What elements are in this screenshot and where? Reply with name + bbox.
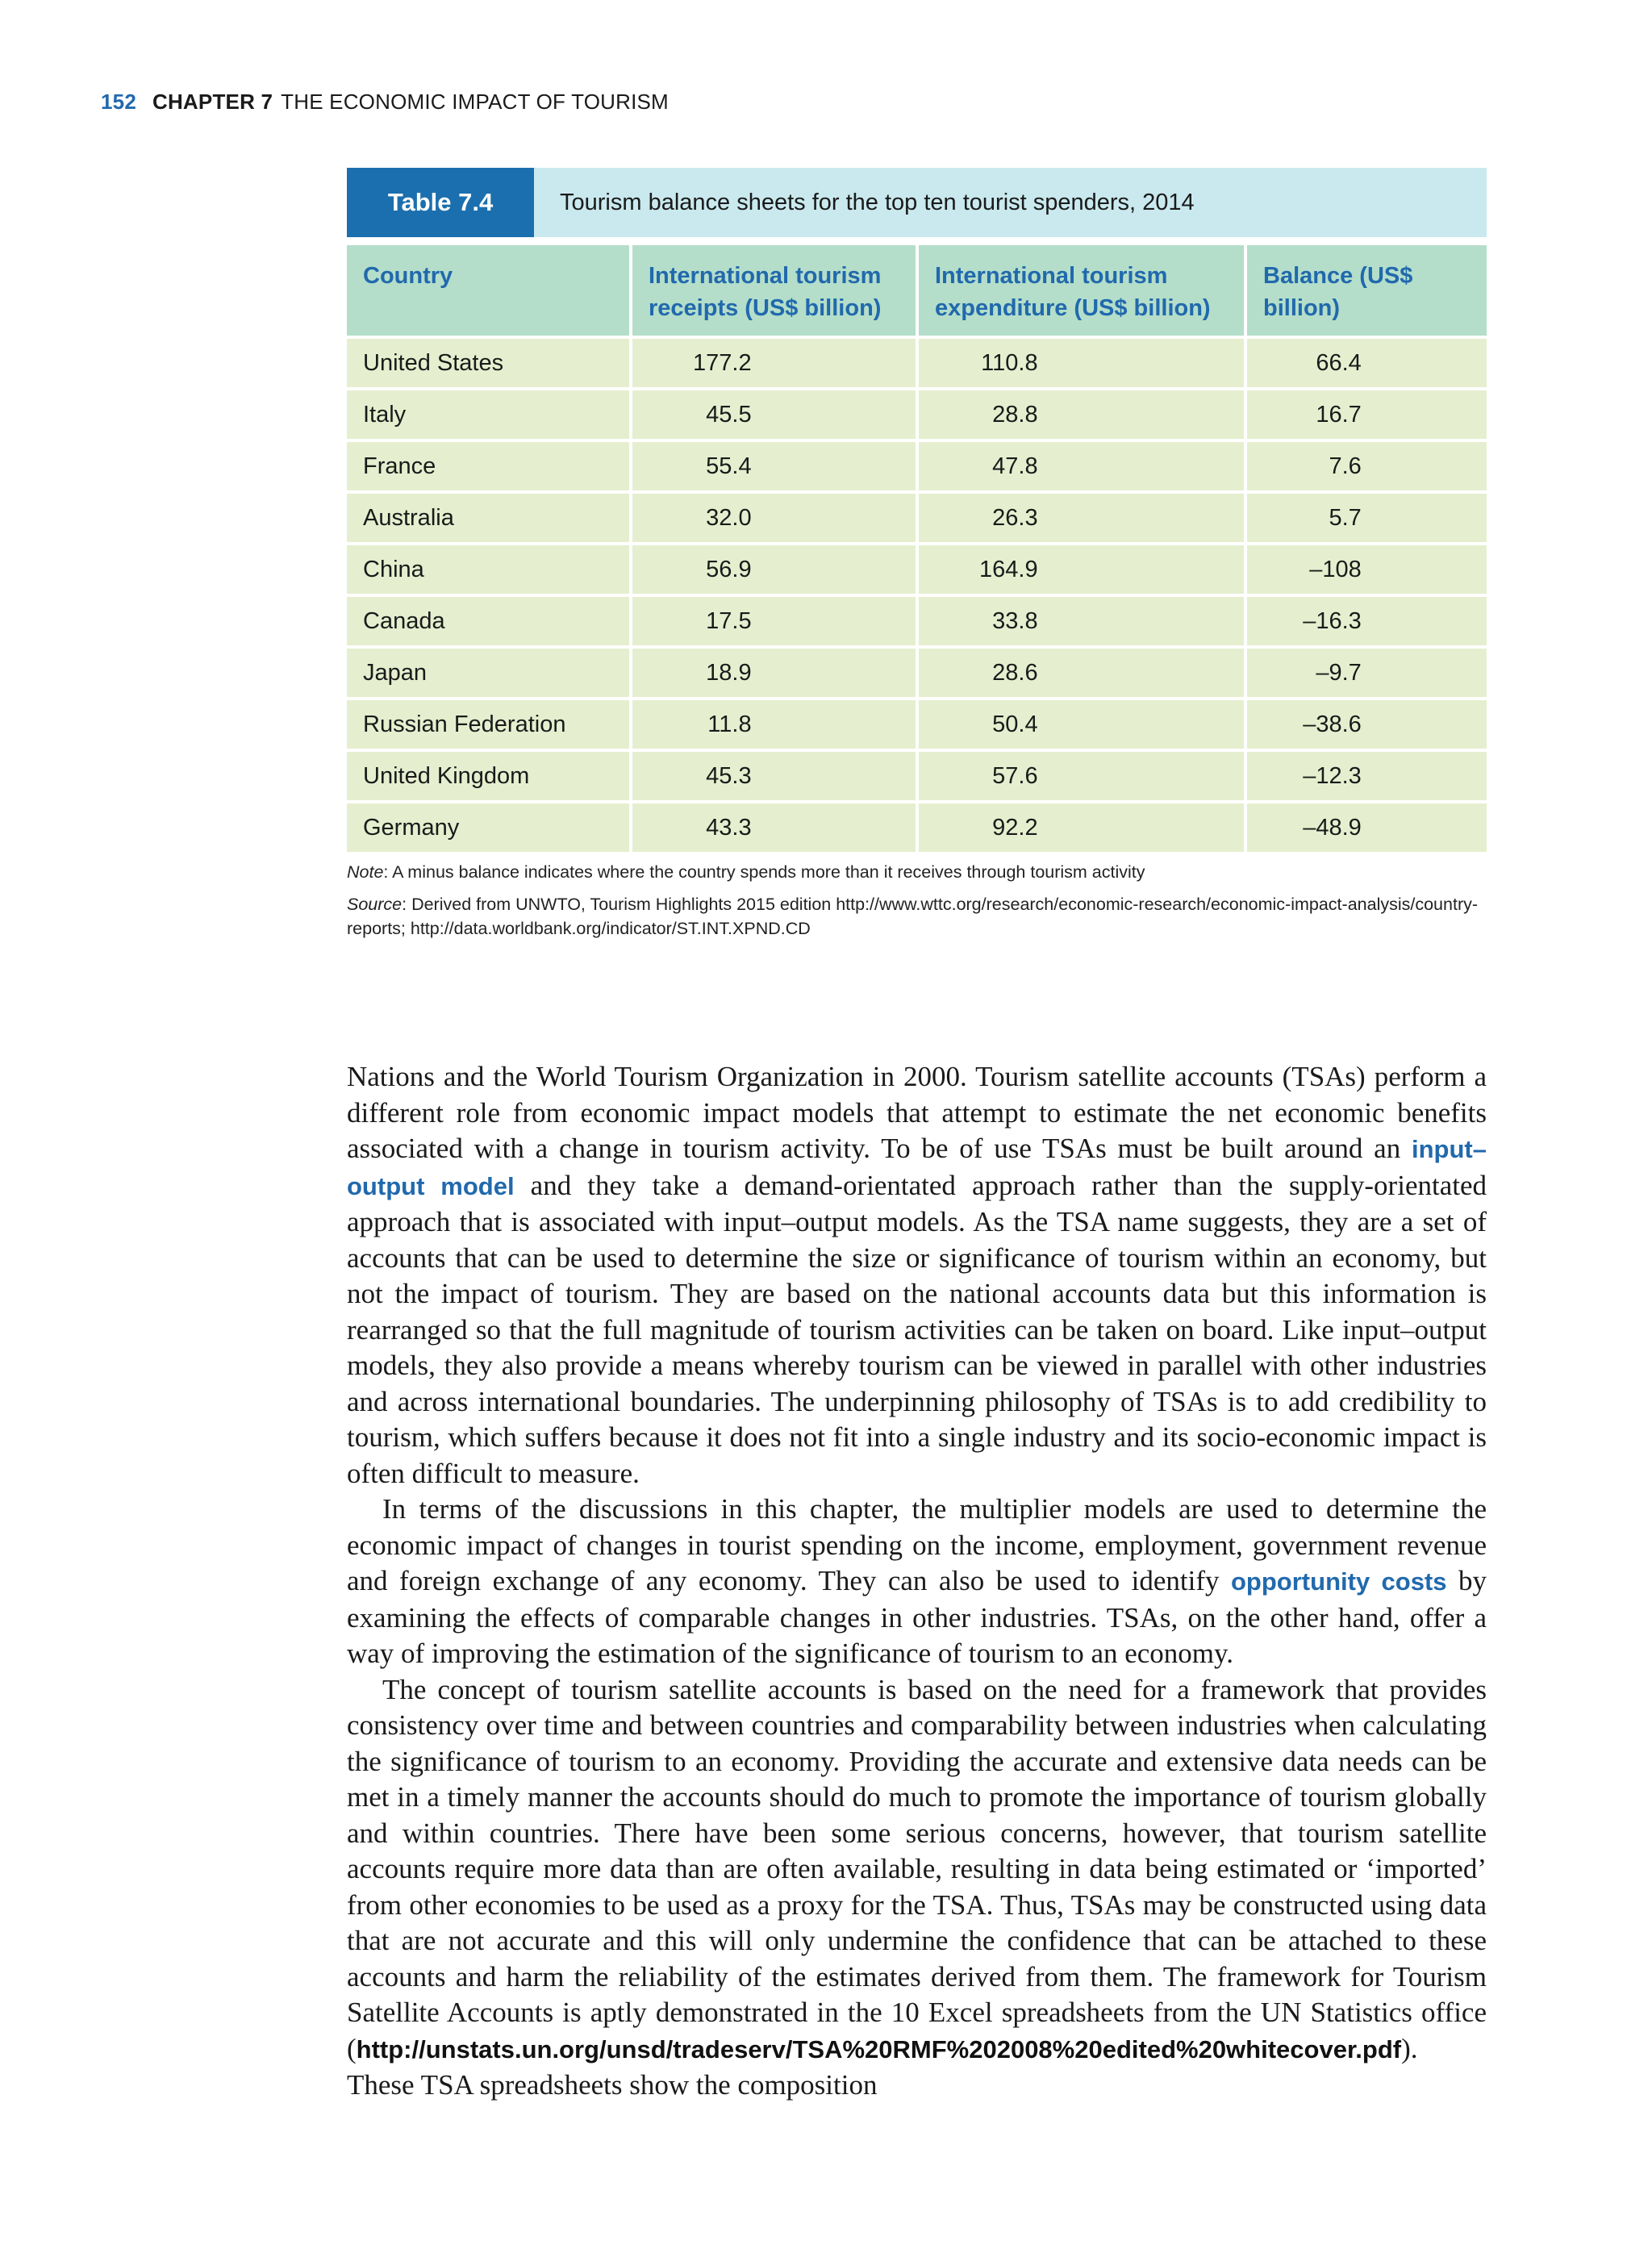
receipts-value: 45.3 <box>706 762 752 789</box>
chapter-label: CHAPTER 7 <box>152 90 273 114</box>
table-header-row <box>347 245 1487 336</box>
country-cell: United Kingdom <box>347 752 629 800</box>
table-row <box>347 803 1487 852</box>
table-title: Tourism balance sheets for the top ten tourist spenders, 2014 <box>560 189 1195 215</box>
receipts-value: 18.9 <box>706 659 752 686</box>
expenditure-cell <box>919 649 1244 697</box>
receipts-value: 56.9 <box>706 556 752 582</box>
paragraph-text: and they take a demand-orientated approach rather than the supply-orientated approach that is associated with input–output models. As the TSA name suggests, they are a set of accounts that can be used to determine the size or significance of tourism within an economy, but not the impact of tourism. They are based on the national accounts data but this information is rearranged so that the full magnitude of tourism activities can be taken on board. Like input–output models, they also provide a means whereby tourism can be viewed in parallel with other industries and across international boundaries. The underpinning philosophy of TSAs is to add credibility to tourism, which suffers because it does not fit into a single industry and its socio-economic impact is often difficult to measure. <box>347 1169 1487 1489</box>
receipts-cell <box>632 752 916 800</box>
source-label: Source <box>347 895 403 914</box>
balance-value: –12.3 <box>1303 762 1362 789</box>
source-text: : Derived from UNWTO, Tourism Highlights 2015 edition http://www.wttc.org/research/economic-research/economic-impact-analysis/country-reports; http://data.worldbank.org/indicator/ST.INT.XPND.CD <box>347 895 1479 938</box>
table-source <box>347 892 1487 941</box>
expenditure-value: 57.6 <box>992 762 1038 789</box>
expenditure-cell <box>919 803 1244 852</box>
country-cell: Russian Federation <box>347 700 629 749</box>
receipts-cell <box>632 494 916 542</box>
balance-value: –9.7 <box>1316 659 1362 686</box>
table-row <box>347 597 1487 645</box>
table-row <box>347 442 1487 490</box>
expenditure-value: 28.6 <box>992 659 1038 686</box>
table-label: Table 7.4 <box>347 168 534 237</box>
expenditure-cell <box>919 597 1244 645</box>
receipts-cell <box>632 545 916 594</box>
balance-value: –38.6 <box>1303 711 1362 737</box>
balance-value: 66.4 <box>1316 349 1362 376</box>
paragraph-text: The concept of tourism satellite accounts is based on the need for a framework that provides consistency over time and between countries and comparability between industries when calculating the significance of tourism to an economy. Providing the accurate and extensive data needs can be met in a timely manner the accounts should do much to promote the importance of tourism globally and within countries. There have been some serious concerns, however, that tourism satellite accounts require more data than are often available, resulting in data being estimated or ‘imported’ from other economies to be used as a proxy for the TSA. Thus, TSAs may be constructed using data that are not accurate and this will only undermine the confidence that can be attached to these accounts and harm the reliability of the estimates derived from them. The framework for Tourism Satellite Accounts is aptly demonstrated in the 10 Excel spreadsheets from the UN Statistics office ( <box>347 1673 1487 2064</box>
balance-cell <box>1247 803 1487 852</box>
expenditure-value: 28.8 <box>992 401 1038 428</box>
table-row <box>347 494 1487 542</box>
receipts-cell <box>632 442 916 490</box>
balance-cell <box>1247 597 1487 645</box>
receipts-cell <box>632 597 916 645</box>
expenditure-value: 33.8 <box>992 607 1038 634</box>
balance-cell <box>1247 545 1487 594</box>
receipts-cell <box>632 339 916 387</box>
balance-value: 7.6 <box>1329 453 1362 479</box>
paragraph-text: In terms of the discussions in this chapter, the multiplier models are used to determine the economic impact of changes in tourist spending on the income, employment, government revenue and foreign exchange of any economy. They can also be used to identify <box>347 1493 1487 1596</box>
expenditure-cell <box>919 545 1244 594</box>
receipts-value: 177.2 <box>693 349 752 376</box>
receipts-value: 32.0 <box>706 504 752 531</box>
balance-value: –16.3 <box>1303 607 1362 634</box>
table-caption-bar <box>347 168 1487 237</box>
column-header-balance: Balance (US$ billion) <box>1247 245 1487 336</box>
country-cell: Germany <box>347 803 629 852</box>
paragraph <box>347 1492 1487 1672</box>
expenditure-cell <box>919 339 1244 387</box>
expenditure-cell <box>919 390 1244 439</box>
receipts-value: 11.8 <box>707 711 752 737</box>
receipts-cell <box>632 803 916 852</box>
balance-cell <box>1247 700 1487 749</box>
expenditure-value: 47.8 <box>992 453 1038 479</box>
receipts-cell <box>632 649 916 697</box>
balance-cell <box>1247 442 1487 490</box>
country-cell: Australia <box>347 494 629 542</box>
country-cell: Japan <box>347 649 629 697</box>
running-header <box>101 90 669 115</box>
balance-cell <box>1247 339 1487 387</box>
expenditure-cell <box>919 442 1244 490</box>
page-number: 152 <box>101 90 136 114</box>
balance-cell <box>1247 390 1487 439</box>
table-7-4 <box>347 168 1487 941</box>
expenditure-value: 164.9 <box>979 556 1038 582</box>
table-row <box>347 545 1487 594</box>
balance-value: 5.7 <box>1329 504 1362 531</box>
balance-value: 16.7 <box>1316 401 1362 428</box>
balance-value: –48.9 <box>1303 814 1362 841</box>
tsa-url-link[interactable]: http://unstats.un.org/unsd/tradeserv/TSA%20RMF%202008%20edited%20whitecover.pdf <box>356 2034 1402 2063</box>
table-note <box>347 860 1487 884</box>
receipts-value: 17.5 <box>706 607 752 634</box>
keyword-opportunity-costs: opportunity costs <box>1231 1567 1447 1596</box>
receipts-value: 45.5 <box>706 401 752 428</box>
table-row <box>347 339 1487 387</box>
expenditure-value: 26.3 <box>992 504 1038 531</box>
expenditure-value: 92.2 <box>992 814 1038 841</box>
expenditure-value: 110.8 <box>981 349 1038 376</box>
table-row <box>347 390 1487 439</box>
body-text <box>347 1059 1487 2104</box>
balance-value: –108 <box>1309 556 1362 582</box>
country-cell: United States <box>347 339 629 387</box>
note-label: Note <box>347 862 384 882</box>
column-header-expenditure: International tourism expenditure (US$ billion) <box>919 245 1244 336</box>
paragraph-text: Nations and the World Tourism Organization in 2000. Tourism satellite accounts (TSAs) perform a different role from economic impact models that attempt to estimate the net economic benefits associated with a change in tourism activity. To be of use TSAs must be built around an <box>347 1061 1487 1164</box>
expenditure-cell <box>919 752 1244 800</box>
country-cell: France <box>347 442 629 490</box>
receipts-cell <box>632 390 916 439</box>
balance-cell <box>1247 752 1487 800</box>
table-row <box>347 752 1487 800</box>
country-cell: China <box>347 545 629 594</box>
table-row <box>347 700 1487 749</box>
expenditure-value: 50.4 <box>992 711 1038 737</box>
balance-cell <box>1247 649 1487 697</box>
note-text: : A minus balance indicates where the country spends more than it receives through tourism activity <box>383 862 1145 882</box>
balance-cell <box>1247 494 1487 542</box>
chapter-title: THE ECONOMIC IMPACT OF TOURISM <box>281 90 669 114</box>
paragraph <box>347 1059 1487 1492</box>
keyword-input-output-model: input–output model <box>347 1135 1487 1200</box>
data-table <box>344 242 1490 855</box>
expenditure-cell <box>919 700 1244 749</box>
expenditure-cell <box>919 494 1244 542</box>
column-header-receipts: International tourism receipts (US$ billion) <box>632 245 916 336</box>
paragraph-text: by examining the effects of comparable changes in other industries. TSAs, on the other hand, offer a way of improving the estimation of the significance of tourism to an economy. <box>347 1565 1487 1669</box>
column-header-country: Country <box>347 245 629 336</box>
country-cell: Italy <box>347 390 629 439</box>
paragraph <box>347 1672 1487 2104</box>
receipts-value: 55.4 <box>706 453 752 479</box>
country-cell: Canada <box>347 597 629 645</box>
paragraph-text: ). These TSA spreadsheets show the composition <box>347 2032 1418 2101</box>
receipts-cell <box>632 700 916 749</box>
table-row <box>347 649 1487 697</box>
receipts-value: 43.3 <box>706 814 752 841</box>
